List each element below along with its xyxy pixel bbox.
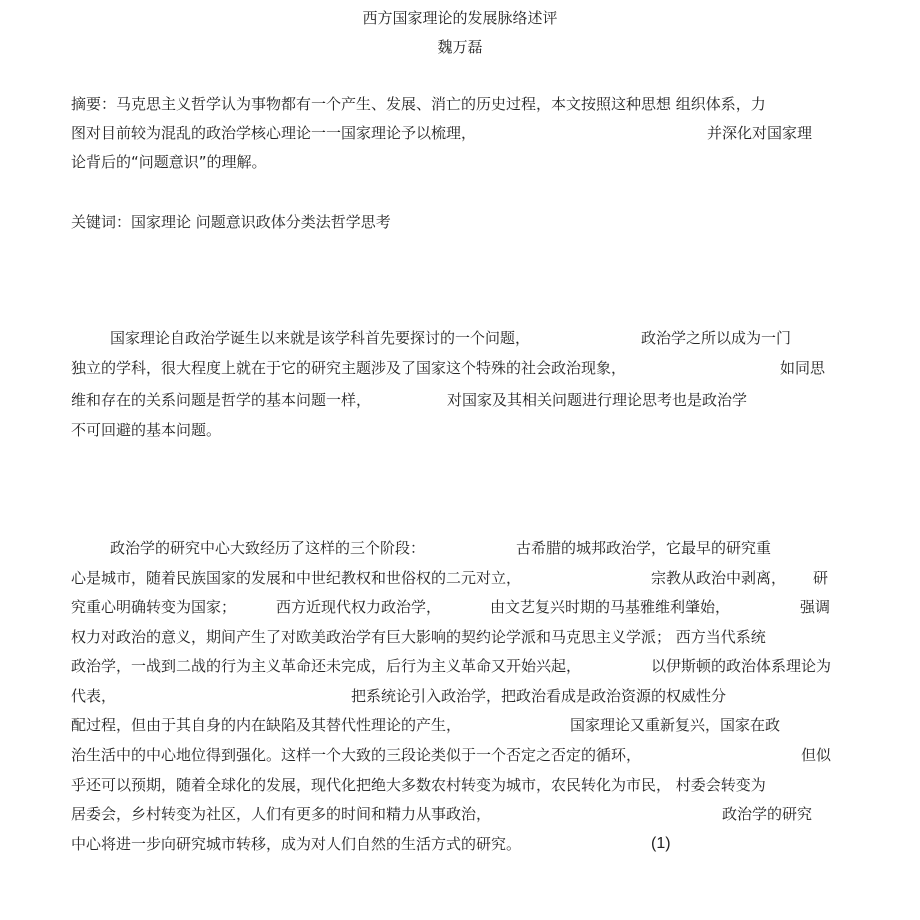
paragraph-text: 乎还可以预期，随着全球化的发展，现代化把绝大多数农村转变为城市，农民转化为市民， 村委会转变为 bbox=[71, 776, 766, 794]
abstract-text: 摘要：马克思主义哲学认为事物都有一个产生、发展、消亡的历史过程，本文按照这种思想 组织体系，力 bbox=[71, 95, 766, 113]
paragraph-text: 古希腊的城邦政治学，它最早的研究重 bbox=[516, 539, 772, 557]
paragraph-text: 研 bbox=[813, 569, 829, 587]
document-author: 魏万磊 bbox=[437, 38, 483, 56]
paragraph-text: 国家理论自政治学诞生以来就是该学科首先要探讨的一个问题， bbox=[110, 329, 531, 347]
abstract-text: 论背后的“问题意识”的理解。 bbox=[71, 153, 267, 171]
paragraph-text: 权力对政治的意义，期间产生了对欧美政治学有巨大影响的契约论学派和马克思主义学派； 西方当代系统 bbox=[71, 628, 766, 646]
paragraph-text: 政治学的研究中心大致经历了这样的三个阶段： bbox=[110, 539, 426, 557]
paragraph-text: 配过程，但由于其自身的内在缺陷及其替代性理论的产生， bbox=[71, 716, 462, 734]
paragraph-text: 宗教从政治中剥离， bbox=[651, 569, 787, 587]
document-title: 西方国家理论的发展脉络述评 bbox=[362, 9, 558, 27]
paragraph-text: 不可回避的基本问题。 bbox=[71, 421, 222, 439]
paragraph-text: 治生活中的中心地位得到强化。这样一个大致的三段论类似于一个否定之否定的循环， bbox=[71, 746, 642, 764]
paragraph-text: 究重心明确转变为国家； bbox=[71, 598, 237, 616]
paragraph-text: 政治学，一战到二战的行为主义革命还未完成，后行为主义革命又开始兴起， bbox=[71, 657, 582, 675]
abstract-text: 并深化对国家理 bbox=[707, 124, 813, 142]
paragraph-text: 如同思 bbox=[780, 359, 826, 377]
paragraph-text: 由文艺复兴时期的马基雅维利肇始， bbox=[490, 598, 731, 616]
abstract-text: 图对目前较为混乱的政治学核心理论一一国家理论予以梳理， bbox=[71, 124, 477, 142]
paragraph-text: 以伊斯顿的政治体系理论为 bbox=[651, 657, 832, 675]
paragraph-text: 把系统论引入政治学，把政治看成是政治资源的权威性分 bbox=[351, 687, 727, 705]
paragraph-text: 中心将进一步向研究城市转移，成为对人们自然的生活方式的研究。 bbox=[71, 835, 522, 853]
paragraph-text: 独立的学科，很大程度上就在于它的研究主题涉及了国家这个特殊的社会政治现象， bbox=[71, 359, 627, 377]
paragraph-text: 对国家及其相关问题进行理论思考也是政治学 bbox=[447, 391, 748, 409]
keywords-text: 关键词：国家理论 问题意识政体分类法哲学思考 bbox=[71, 213, 391, 231]
paragraph-text: 居委会，乡村转变为社区，人们有更多的时间和精力从事政治， bbox=[71, 805, 492, 823]
paragraph-text: 西方近现代权力政治学， bbox=[276, 598, 442, 616]
paragraph-text: 代表， bbox=[71, 687, 117, 705]
paragraph-text: 国家理论又重新复兴，国家在政 bbox=[570, 716, 781, 734]
paragraph-text: 维和存在的关系问题是哲学的基本问题一样， bbox=[71, 391, 372, 409]
paragraph-text: 政治学之所以成为一门 bbox=[641, 329, 792, 347]
footnote-marker: (1) bbox=[651, 835, 671, 852]
paragraph-text: 心是城市，随着民族国家的发展和中世纪教权和世俗权的二元对立， bbox=[71, 569, 522, 587]
paragraph-text: 但似 bbox=[801, 746, 832, 764]
paragraph-text: 政治学的研究 bbox=[722, 805, 813, 823]
paragraph-text: 强调 bbox=[800, 598, 831, 616]
